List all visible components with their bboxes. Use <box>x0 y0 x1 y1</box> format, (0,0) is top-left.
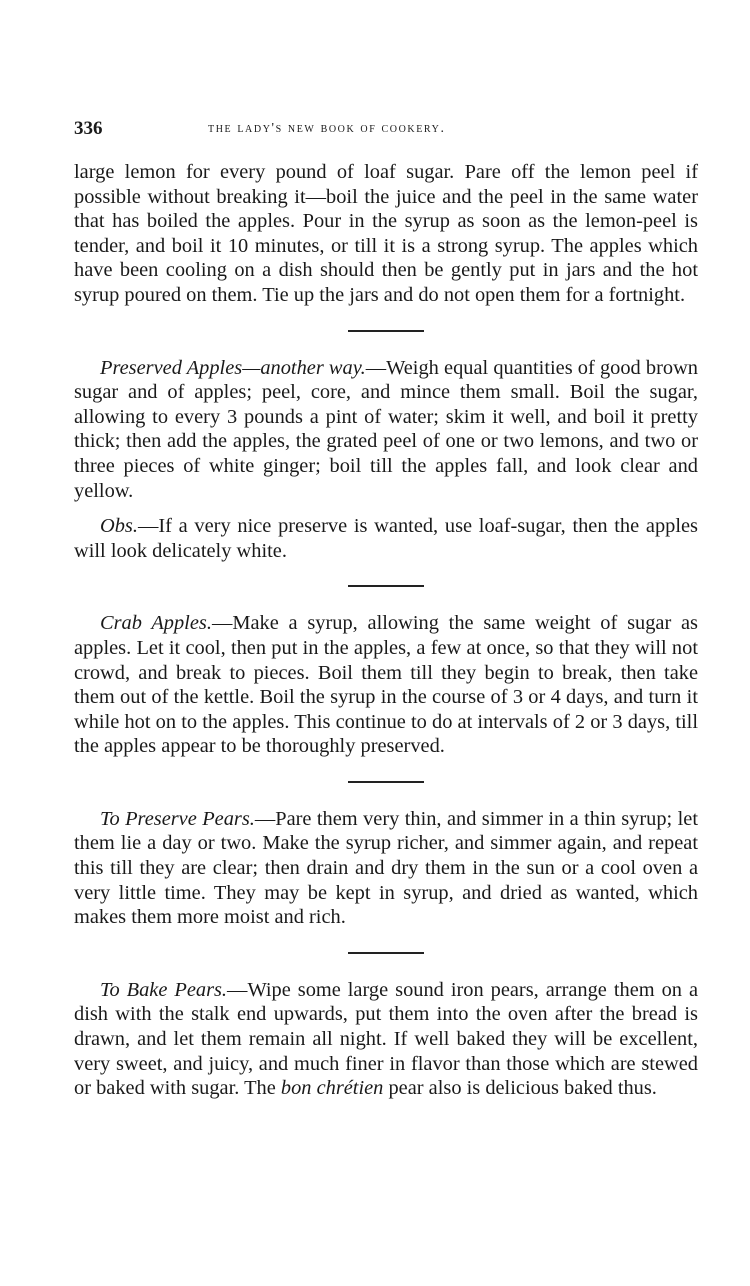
recipe-bake-pears <box>74 978 698 1101</box>
continued-paragraph <box>74 160 698 308</box>
recipe-text-tail: pear also is delicious baked thus. <box>383 1077 657 1100</box>
obs-note <box>74 514 698 563</box>
recipe-text: —Pare them very thin, and simmer in a thin syrup; let them lie a day or two. Make the syrup richer, and simmer again, and repeat this till they are clear; then drain and dry them in the sun or a cool oven a very little time. They may be kept in syrup, and dried as wanted, which makes them more moist and rich. <box>74 807 698 929</box>
pear-variety: bon chrétien <box>280 1077 384 1100</box>
recipe-preserve-pears <box>74 807 698 930</box>
recipe-text: —Make a syrup, allowing the same weight of sugar as apples. Let it cool, then put in the apples, a few at once, so that they will not crowd, and break to pieces. Boil them till they begin to break, then take them out of the kettle. Boil the syrup in the course of 3 or 4 days, and turn it while hot on to the apples. This continue to do at intervals of 2 or 3 days, till the apples appear to be thoroughly preserved. <box>74 612 698 758</box>
section-divider <box>348 952 424 954</box>
page-header <box>74 118 700 142</box>
section-divider <box>348 330 424 332</box>
section-divider <box>348 585 424 587</box>
recipe-text: —Wipe some large sound iron pears, arrange them on a dish with the stalk end upwards, put them into the oven after the bread is drawn, and let them remain all night. If well baked they will be excellent, very sweet, and juicy, and much finer in flavor than those which are stewed or baked with sugar. The <box>74 978 698 1100</box>
running-head: the lady's new book of cookery. <box>208 121 446 136</box>
page-body <box>74 160 698 1101</box>
recipe-crab-apples <box>74 611 698 759</box>
obs-text: —If a very nice preserve is wanted, use loaf-sugar, then the apples will look delicately white. <box>74 515 698 562</box>
recipe-text: —Weigh equal quantities of good brown sugar and of apples; peel, core, and mince them small. Boil the sugar, allowing to every 3 pounds a pint of water; skim it well, and boil it pretty thick; then add the apples, the grated peel of one or two lemons, and two or three pieces of white ginger; boil till the apples fall, and look clear and yellow. <box>74 356 699 502</box>
recipe-title: Preserved Apples—another way. <box>100 356 366 379</box>
recipe-title: To Preserve Pears. <box>100 807 255 830</box>
recipe-title: To Bake Pears. <box>100 978 228 1001</box>
continued-text: large lemon for every pound of loaf sugar. Pare off the lemon peel if possible without breaking it—boil the juice and the peel in the same water that has boiled the apples. Pour in the syrup as soon as the lemon-peel is tender, and boil it 10 minutes, or till it is a strong syrup. The apples which have been cooling on a dish should then be gently put in jars and the hot syrup poured on them. Tie up the jars and do not open them for a fortnight. <box>74 161 698 306</box>
page-number: 336 <box>74 118 103 139</box>
section-divider <box>348 781 424 783</box>
recipe-title: Crab Apples. <box>100 612 212 635</box>
recipe-preserved-apples <box>74 356 698 504</box>
obs-title: Obs. <box>100 515 138 538</box>
